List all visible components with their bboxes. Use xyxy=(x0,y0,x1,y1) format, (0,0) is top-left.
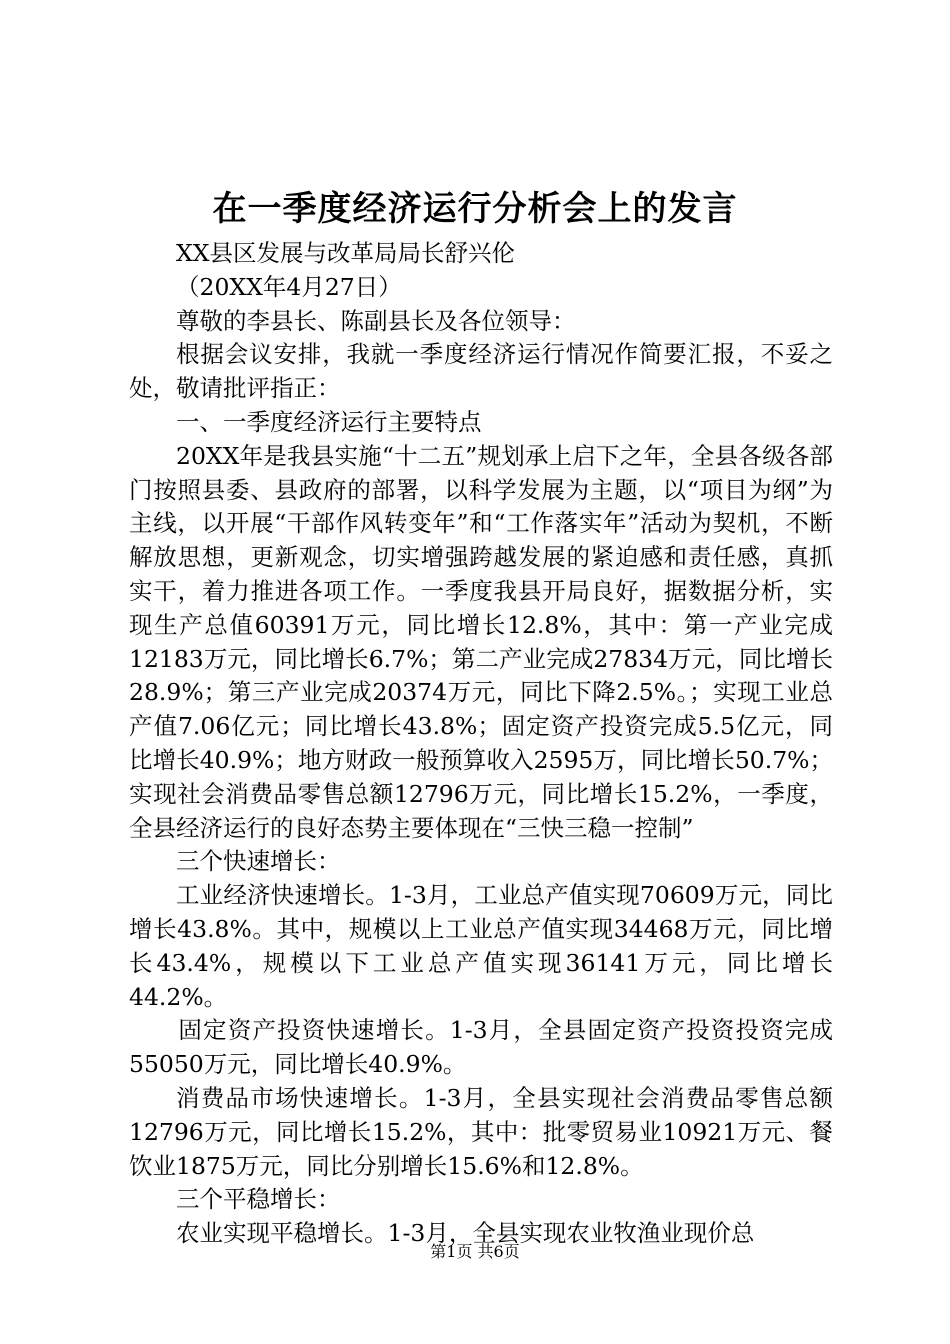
consumption-paragraph: 消费品市场快速增长。1-3月，全县实现社会消费品零售总额12796万元，同比增长15.2%，其中：批零贸易业10921万元、餐饮业1875万元，同比分别增长15.6%和12.8%。 xyxy=(129,1083,833,1180)
agriculture-paragraph: 农业实现平稳增长。1-3月，全县实现农业牧渔业现价总 xyxy=(176,1219,755,1248)
subheading-fast-growth: 三个快速增长： xyxy=(176,847,341,876)
overview-paragraph: 20XX年是我县实施“十二五”规划承上启下之年，全县各级各部门按照县委、县政府的部署，以科学发展为主题，以“项目为纲”为主线，以开展“干部作风转变年”和“工作落实年”活动为契机，不断解放思想，更新观念，切实增强跨越发展的紧迫感和责任感，真抓实干，着力推进各项工作。一季度我县开局良好，据数据分析，实现生产总值60391万元，同比增长12.8%，其中：第一产业完成12183万元，同比增长6.7%；第二产业完成27834万元，同比增长28.9%；第三产业完成20374万元，同比下降2.5%。；实现工业总产值7.06亿元；同比增长43.8%；固定资产投资完成5.5亿元，同比增长40.9%；地方财政一般预算收入2595万，同比增长50.7%；实现社会消费品零售总额12796万元，同比增长15.2%，一季度，全县经济运行的良好态势主要体现在“三快三稳一控制” xyxy=(129,441,833,842)
intro-paragraph: 根据会议安排，我就一季度经济运行情况作简要汇报，不妥之处，敬请批评指正： xyxy=(129,340,833,403)
document-body xyxy=(129,237,833,1251)
subheading-stable-growth: 三个平稳增长： xyxy=(176,1185,341,1214)
date-line: （20XX年4月27日） xyxy=(176,272,402,301)
document-title: 在一季度经济运行分析会上的发言 xyxy=(212,189,738,229)
investment-paragraph: 固定资产投资快速增长。1-3月，全县固定资产投资投资完成55050万元，同比增长40.9%。 xyxy=(129,1016,833,1079)
salutation: 尊敬的李县长、陈副县长及各位领导： xyxy=(176,306,576,335)
page-footer: 第1页 共6页 xyxy=(430,1242,520,1261)
author-line: XX县区发展与改革局局长舒兴伦 xyxy=(176,239,515,267)
section-heading: 一、一季度经济运行主要特点 xyxy=(176,407,482,436)
industry-paragraph: 工业经济快速增长。1-3月，工业总产值实现70609万元，同比增长43.8%。其中，规模以上工业总产值实现34468万元，同比增长43.4%，规模以下工业总产值实现36141万元，同比增长44.2%。 xyxy=(129,881,833,1011)
